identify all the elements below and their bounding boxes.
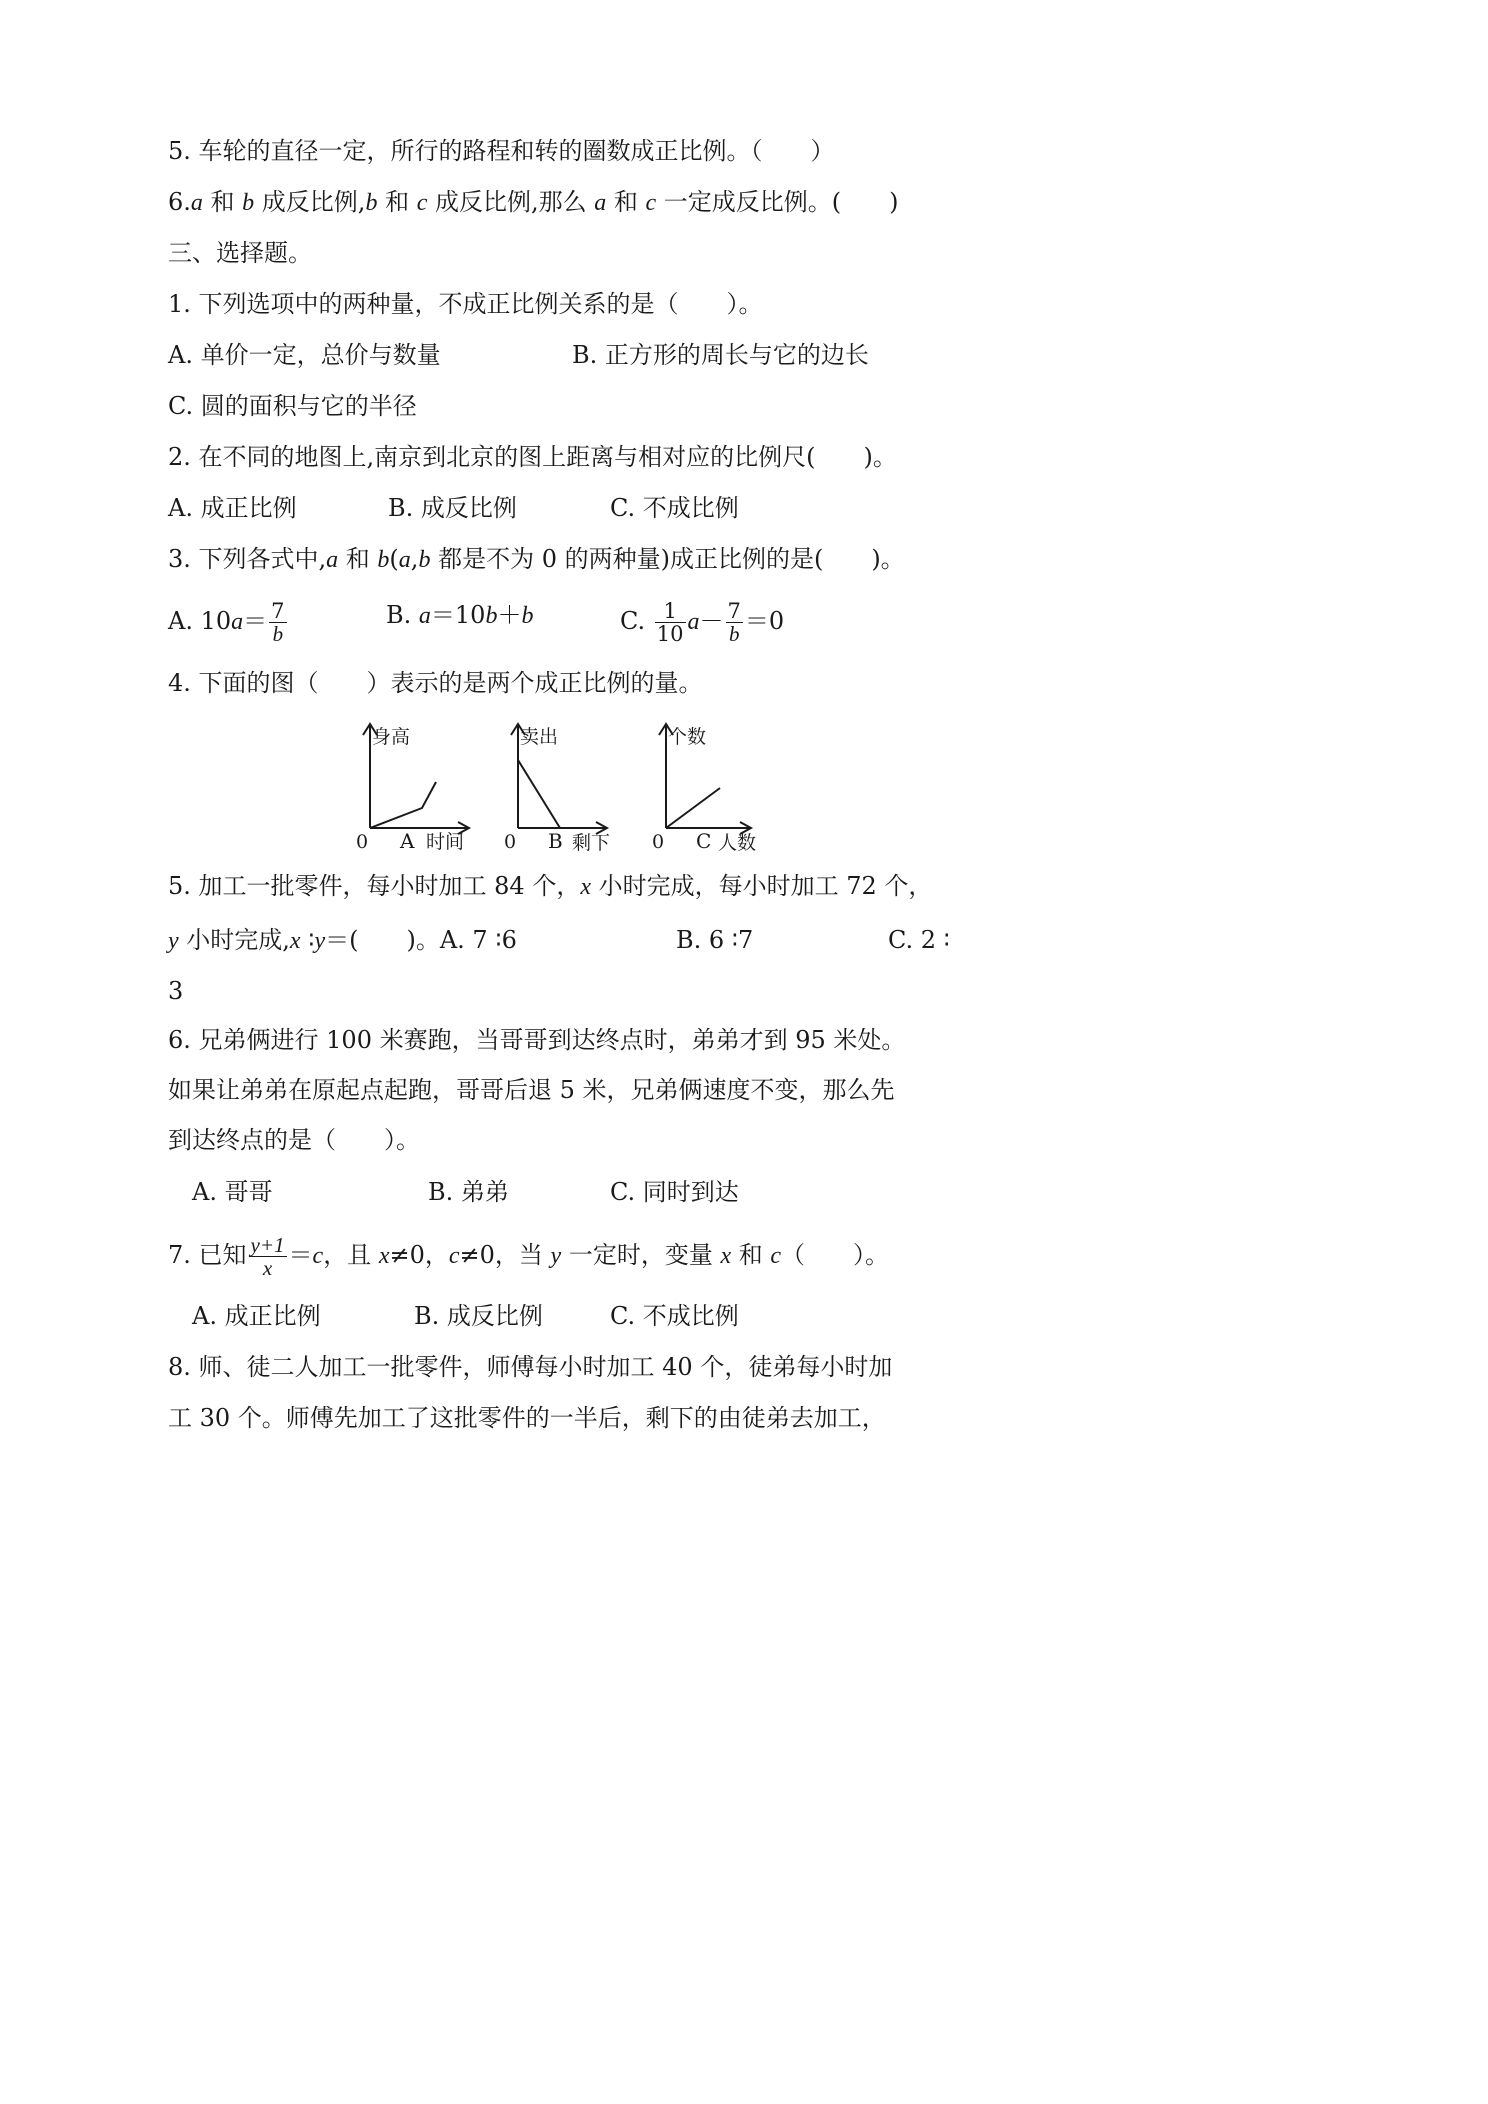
q7-text: 7. 已知 xyxy=(168,1241,247,1269)
fraction xyxy=(249,1234,287,1279)
equals-sign: ＝ xyxy=(243,607,268,635)
q7-text: 一定时，变量 xyxy=(561,1241,721,1269)
minus-sign: － xyxy=(699,607,724,635)
q3-stem xyxy=(168,544,905,575)
q6-option-b: B. 弟弟 xyxy=(428,1178,509,1206)
var-b: b xyxy=(377,547,390,573)
graph-a-line xyxy=(370,782,436,828)
graph-c-ylabel: 个数 xyxy=(668,726,707,748)
q6-option-c: C. 同时到达 xyxy=(610,1178,739,1206)
q1-option-b: B. 正方形的周长与它的边长 xyxy=(572,341,869,369)
graph-b-letter: B xyxy=(548,829,563,853)
q6-prefix: 6. xyxy=(168,188,191,216)
q5-text: ＝( )。A. 7 ∶6 xyxy=(325,926,517,954)
fraction-denominator: x xyxy=(262,1256,273,1280)
q3-option-b xyxy=(386,600,533,631)
q5-text: 小时完成，每小时加工 72 个， xyxy=(590,872,933,900)
var-c: c xyxy=(645,190,657,216)
q6-line-1: 6. 兄弟俩进行 100 米赛跑，当哥哥到达终点时，弟弟才到 95 米处。 xyxy=(168,1026,906,1054)
var-y: y xyxy=(168,928,179,954)
q7-option-b: B. 成反比例 xyxy=(414,1302,543,1330)
graph-a-letter: A xyxy=(400,829,415,853)
fraction xyxy=(655,600,686,645)
var-a: a xyxy=(231,609,244,635)
q5-option-c-continued: 3 xyxy=(168,977,184,1005)
fraction-numerator: y+1 xyxy=(250,1233,285,1257)
equation-text: ＝10 xyxy=(430,601,486,629)
graph-c-letter: C xyxy=(696,829,712,853)
plus-sign: ＋ xyxy=(497,601,522,629)
var-a: a xyxy=(687,609,700,635)
var-b: b xyxy=(242,190,255,216)
var-x: x xyxy=(378,1243,390,1269)
fraction-numerator: 7 xyxy=(727,599,741,623)
var-x: x xyxy=(580,874,591,900)
q6-text: 和 xyxy=(606,188,646,216)
var-a: a xyxy=(594,190,607,216)
var-a: a xyxy=(190,190,203,216)
q7-option-c: C. 不成比例 xyxy=(610,1302,739,1330)
graph-a-xlabel: 时间 xyxy=(426,831,465,853)
q3-text: , xyxy=(410,545,419,573)
graph-b-line xyxy=(518,760,560,828)
var-a: a xyxy=(326,547,339,573)
q5-option-a xyxy=(168,925,517,956)
var-c: c xyxy=(416,190,428,216)
q5-text: 小时完成, xyxy=(178,926,290,954)
q3-text: 3. 下列各式中, xyxy=(168,545,327,573)
fraction-numerator: 1 xyxy=(655,600,686,623)
option-label: A. 10 xyxy=(168,607,232,635)
var-c: c xyxy=(448,1243,460,1269)
graph-c-origin: 0 xyxy=(652,831,665,853)
graph-b-xlabel: 剩下 xyxy=(572,832,611,854)
graph-b-origin: 0 xyxy=(504,831,517,853)
fraction-denominator: b xyxy=(272,622,284,646)
graph-c-xlabel: 人数 xyxy=(718,832,757,854)
q8-line-1: 8. 师、徒二人加工一批零件，师傅每小时加工 40 个，徒弟每小时加 xyxy=(168,1353,893,1381)
q1-option-a: A. 单价一定，总价与数量 xyxy=(168,341,441,369)
q3-option-c xyxy=(620,600,784,645)
q7-text: ，且 xyxy=(323,1241,379,1269)
var-y: y xyxy=(314,928,326,954)
q7-text: ≠0，当 xyxy=(459,1241,551,1269)
q2-stem: 2. 在不同的地图上,南京到北京的图上距离与相对应的比例尺( )。 xyxy=(168,443,897,471)
fraction-numerator: 7 xyxy=(271,599,285,623)
q2-option-c: C. 不成比例 xyxy=(610,494,739,522)
q3-option-a xyxy=(168,600,289,645)
q2-option-b: B. 成反比例 xyxy=(388,494,517,522)
q1-option-c: C. 圆的面积与它的半径 xyxy=(168,392,417,420)
graph-b-ylabel: 卖出 xyxy=(520,726,559,748)
option-label: B. xyxy=(386,601,419,629)
fraction-denominator: 10 xyxy=(656,622,684,646)
var-a: a xyxy=(418,603,431,629)
var-y: y xyxy=(550,1243,562,1269)
graph-a-origin: 0 xyxy=(356,831,369,853)
q3-text: ( xyxy=(389,545,399,573)
q7-text: ≠0， xyxy=(389,1241,449,1269)
q6-text: 和 xyxy=(377,188,417,216)
option-label: C. xyxy=(620,607,653,635)
q3-text: 和 xyxy=(338,545,378,573)
q8-line-2: 工 30 个。师傅先加工了这批零件的一半后，剩下的由徒弟去加工， xyxy=(168,1404,886,1432)
var-b: b xyxy=(485,603,498,629)
q7-text: 和 xyxy=(731,1241,771,1269)
q6-line-3: 到达终点的是（ ）。 xyxy=(168,1126,420,1154)
judge-question-6 xyxy=(168,187,899,218)
equation-text: ＝0 xyxy=(744,607,785,635)
q5-text: 5. 加工一批零件，每小时加工 84 个， xyxy=(168,872,581,900)
q6-text: 成反比例,那么 xyxy=(427,188,595,216)
q5-line-1 xyxy=(168,871,932,902)
var-b: b xyxy=(418,547,431,573)
fraction xyxy=(726,600,743,645)
var-b: b xyxy=(365,190,378,216)
judge-question-5: 5. 车轮的直径一定，所行的路程和转的圈数成正比例。（ ） xyxy=(168,137,835,165)
q3-text: 都是不为 0 的两种量)成正比例的是( )。 xyxy=(430,545,905,573)
q5-text: ∶ xyxy=(300,926,315,954)
graph-a-ylabel: 身高 xyxy=(372,726,411,748)
q7-option-a: A. 成正比例 xyxy=(192,1302,321,1330)
q5-option-b: B. 6 ∶7 xyxy=(676,926,754,954)
fraction xyxy=(269,600,286,645)
q6-text: 一定成反比例。( ) xyxy=(656,188,899,216)
equals-sign: ＝ xyxy=(288,1241,313,1269)
q6-line-2: 如果让弟弟在原起点起跑，哥哥后退 5 米，兄弟俩速度不变，那么先 xyxy=(168,1076,895,1104)
var-x: x xyxy=(289,928,301,954)
q4-stem: 4. 下面的图（ ）表示的是两个成正比例的量。 xyxy=(168,669,703,697)
fraction-denominator: b xyxy=(728,622,740,646)
var-b: b xyxy=(521,603,534,629)
q1-stem: 1. 下列选项中的两种量，不成正比例关系的是（ ）。 xyxy=(168,290,763,318)
var-c: c xyxy=(312,1243,324,1269)
q7-text: （ ）。 xyxy=(781,1241,890,1269)
q6-text: 成反比例, xyxy=(254,188,366,216)
q7-stem xyxy=(168,1234,889,1279)
q5-option-c: C. 2 ∶ xyxy=(888,926,950,954)
var-a: a xyxy=(398,547,411,573)
q6-text: 和 xyxy=(202,188,243,216)
q2-option-a: A. 成正比例 xyxy=(168,494,297,522)
graph-c-line xyxy=(666,788,720,828)
var-x: x xyxy=(720,1243,732,1269)
section-title: 三、选择题。 xyxy=(168,239,312,267)
var-c: c xyxy=(770,1243,782,1269)
q6-option-a: A. 哥哥 xyxy=(192,1178,273,1206)
